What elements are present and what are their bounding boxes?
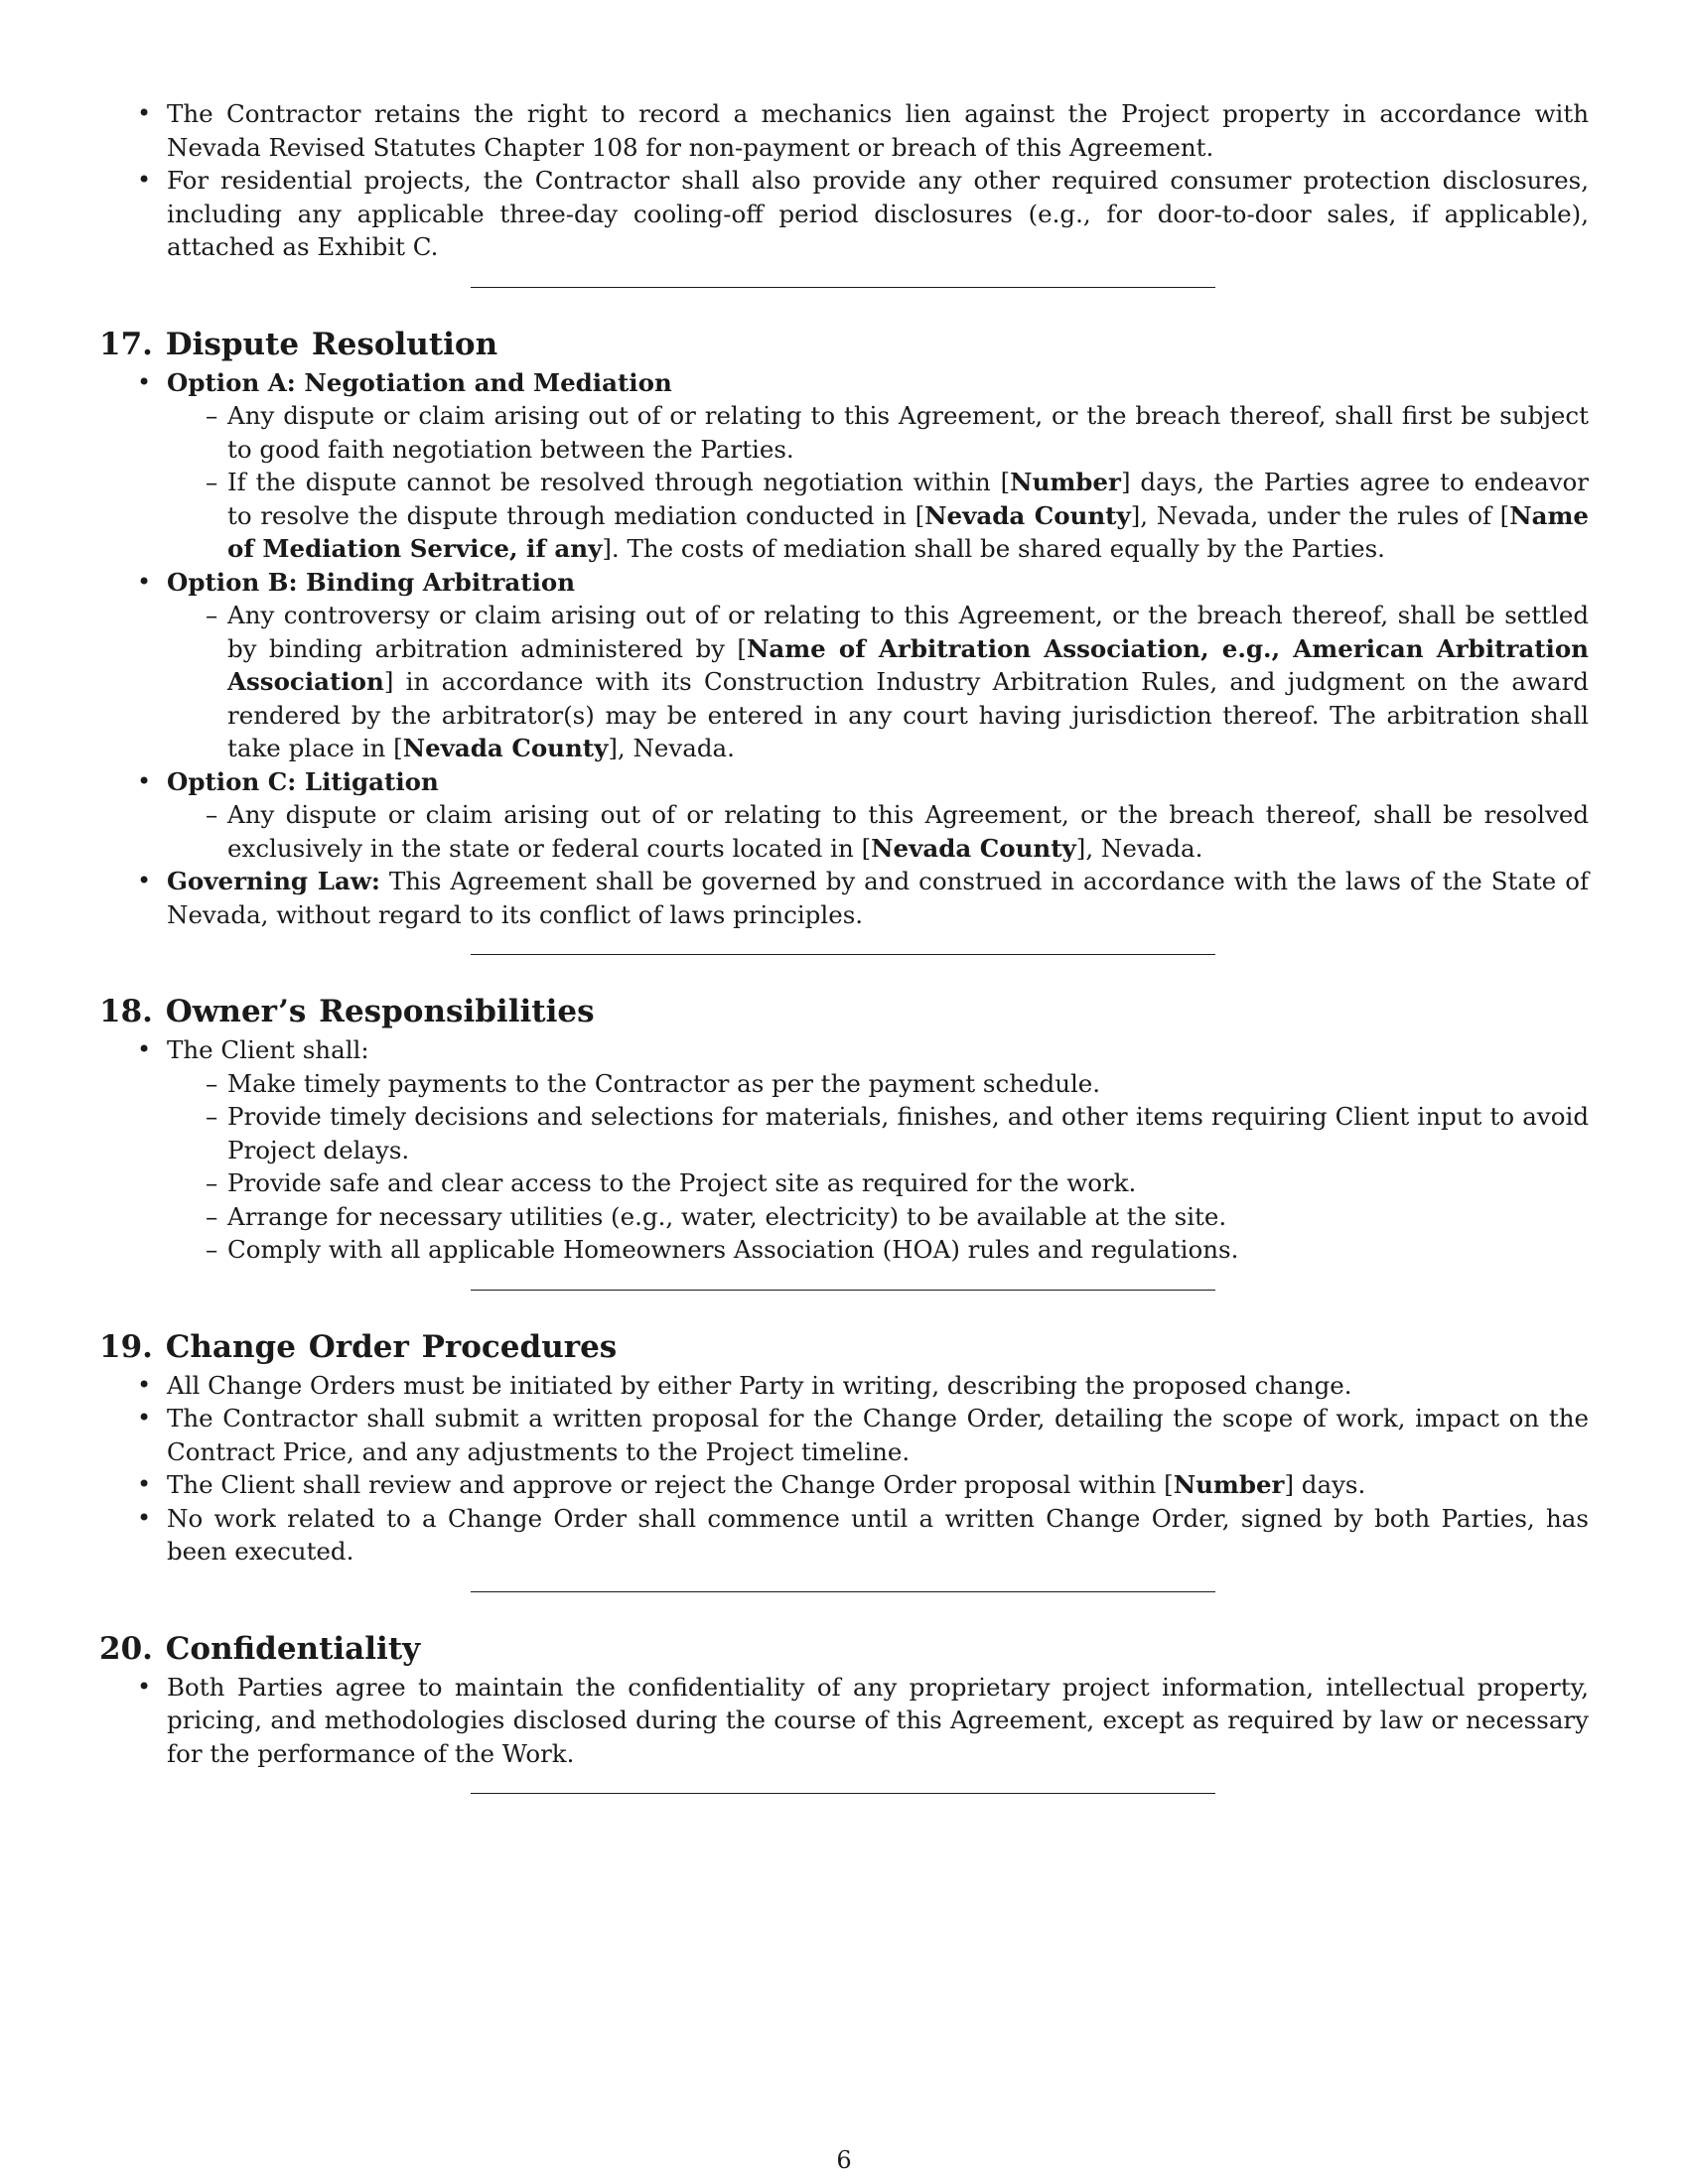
list-item: • The Client shall review and approve or reject the Change Order proposal within [Number] days. (99, 1468, 1589, 1502)
placeholder-field: Number (1010, 468, 1121, 496)
placeholder-field: Number (1173, 1470, 1285, 1499)
intro-list (99, 97, 1589, 264)
list-item: • No work related to a Change Order shall commence until a written Change Order, signed by both Parties, has been executed. (99, 1502, 1589, 1569)
sub-list-item: – Make timely payments to the Contractor as per the payment schedule. (167, 1067, 1589, 1101)
section-divider (471, 954, 1215, 955)
list-item: • For residential projects, the Contractor shall also provide any other required consumer protection disclosures, including any applicable three-day cooling-off period disclosures (e.g., for door-to-door sales, if applicable), attached as Exhibit C. (99, 164, 1589, 264)
governing-law-title: Governing Law: (167, 867, 380, 895)
section-divider (471, 1793, 1215, 1794)
list-item: • The Contractor shall submit a written proposal for the Change Order, detailing the scope of work, impact on the Contract Price, and any adjustments to the Project timeline. (99, 1402, 1589, 1468)
sub-list-item: – Any controversy or claim arising out of or relating to this Agreement, or the breach thereof, shall be settled by binding arbitration administered by [Name of Arbitration Association, e.g., American Arbitration Association] in accordance with its Construction Industry Arbitration Rules, and judgment on the award rendered by the arbitrator(s) may be entered in any court having jurisdiction thereof. The arbitration shall take place in [Nevada County], Nevada. (167, 599, 1589, 765)
option-b-title: Option B: Binding Arbitration (167, 567, 576, 597)
section-heading-change-order-procedures: 19. Change Order Procedures (99, 1328, 618, 1365)
dispute-resolution-list (99, 366, 1589, 932)
sub-list-item: – If the dispute cannot be resolved through negotiation within [Number] days, the Parties agree to endeavor to resolve the dispute through mediation conducted in [Nevada County], Nevada, under the rules of [Name of Mediation Service, if any]. The costs of mediation shall be shared equally by the Parties. (167, 466, 1589, 566)
list-item: • All Change Orders must be initiated by either Party in writing, describing the proposed change. (99, 1369, 1589, 1403)
list-item-governing-law: • Governing Law: This Agreement shall be governed by and construed in accordance with the laws of the State of Nevada, without regard to its conflict of laws principles. (99, 865, 1589, 931)
sub-list-item: – Any dispute or claim arising out of or relating to this Agreement, or the breach thereof, shall be resolved exclusively in the state or federal courts located in [Nevada County], Nevada. (167, 798, 1589, 865)
change-order-list (99, 1369, 1589, 1569)
section-heading-confidentiality: 20. Confidentiality (99, 1630, 421, 1667)
list-item: • The Contractor retains the right to record a mechanics lien against the Project property in accordance with Nevada Revised Statutes Chapter 108 for non-payment or breach of this Agreement. (99, 97, 1589, 164)
sub-list-item: – Arrange for necessary utilities (e.g., water, electricity) to be available at the site. (167, 1200, 1589, 1234)
option-a-sublist (167, 399, 1589, 566)
section-divider (471, 1290, 1215, 1291)
page-number: 6 (836, 2146, 852, 2174)
list-item: • Both Parties agree to maintain the confidentiality of any proprietary project information, intellectual property, pricing, and methodologies disclosed during the course of this Agreement, except as required by law or necessary for the performance of the Work. (99, 1671, 1589, 1771)
list-item: • The Client shall: – Make timely payments to the Contractor as per the payment schedule. – Provide timely decisions and selections for materials, finishes, and other items requiring Client input to avoid Project delays. – Provide safe and clear access to the Project site as required for the work. – Arrange for necessary utilities (e.g., water, electricity) to be available at the site. – Comply with all applicable Homeowners Association (HOA) rules and regulations. (99, 1033, 1589, 1267)
section-divider (471, 1591, 1215, 1592)
placeholder-field: Nevada County (871, 833, 1076, 863)
confidentiality-list (99, 1671, 1589, 1771)
section-heading-owners-responsibilities: 18. Owner’s Responsibilities (99, 994, 595, 1029)
sub-list-item: – Provide safe and clear access to the Project site as required for the work. (167, 1166, 1589, 1200)
document-page (99, 97, 1589, 1794)
sub-list-item: – Provide timely decisions and selections for materials, finishes, and other items requiring Client input to avoid Project delays. (167, 1100, 1589, 1166)
section-divider (471, 287, 1215, 288)
placeholder-field: Nevada County (402, 734, 609, 762)
sub-list-item: – Comply with all applicable Homeowners Association (HOA) rules and regulations. (167, 1233, 1589, 1267)
placeholder-field: Name of Arbitration Association, e.g., American Arbitration Association (227, 633, 1589, 696)
placeholder-field: Nevada County (924, 500, 1131, 530)
client-duties-sublist (167, 1067, 1589, 1267)
option-c-title: Option C: Litigation (167, 766, 439, 796)
list-item-option-b (99, 566, 1589, 765)
list-item-option-c (99, 765, 1589, 866)
section-heading-dispute-resolution: 17. Dispute Resolution (99, 326, 498, 362)
placeholder-field: Name of Mediation Service, if any (227, 500, 1590, 563)
option-c-sublist (167, 798, 1589, 865)
option-b-sublist (167, 599, 1589, 765)
sub-list-item: – Any dispute or claim arising out of or relating to this Agreement, or the breach thereof, shall first be subject to good faith negotiation between the Parties. (167, 399, 1589, 466)
list-item-option-a (99, 366, 1589, 566)
owners-responsibilities-list (99, 1033, 1589, 1267)
option-a-title: Option A: Negotiation and Mediation (167, 367, 672, 397)
